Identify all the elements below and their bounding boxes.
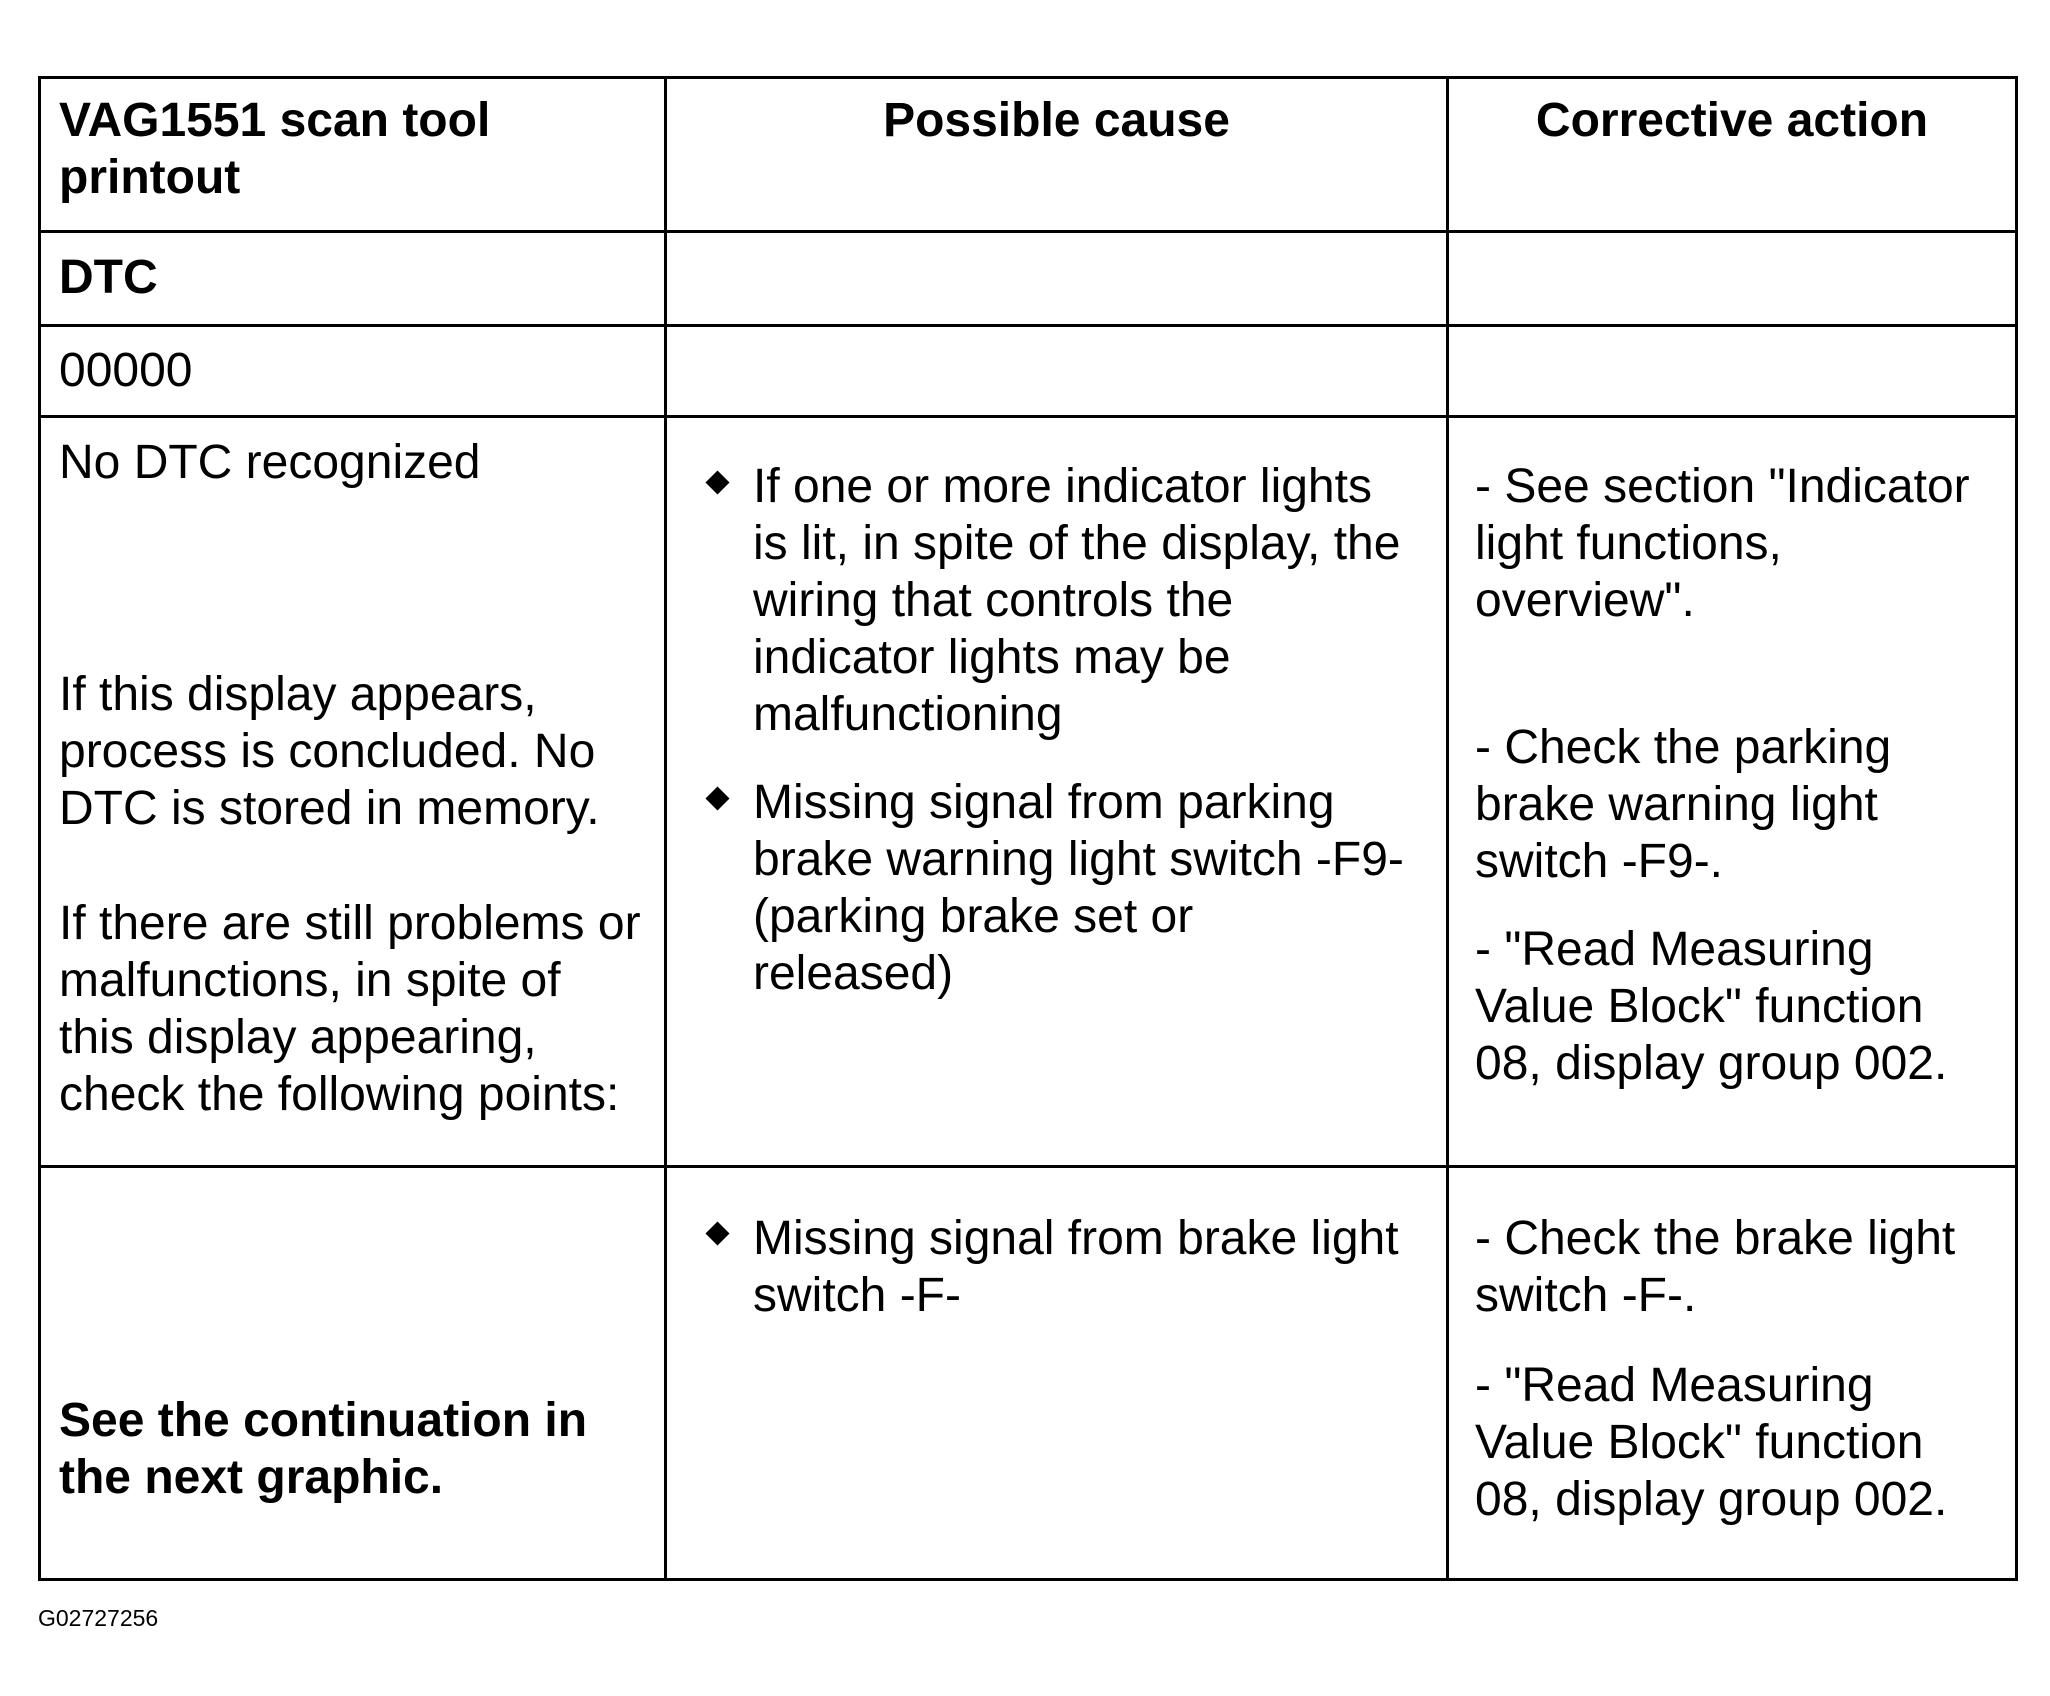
action-check-brake-light-switch: - Check the brake light switch -F-. [1475, 1212, 1956, 1322]
bullet-diamond-icon [705, 786, 729, 810]
cause-indicator-wiring: If one or more indicator lights is lit, in spite of the display, the wiring that controls the indicator lights may be malfunctioning [753, 460, 1401, 741]
header-corrective-action: Corrective action [1535, 94, 1929, 147]
row-divider [41, 230, 2015, 233]
printout-still-problems: If there are still problems or malfunctions, in spite of this display appearing, check the following points: [59, 897, 641, 1121]
header-scan-tool-printout: VAG1551 scan tool printout [59, 94, 491, 204]
dtc-label: DTC [59, 251, 158, 304]
row-divider [41, 415, 2015, 418]
action-read-measuring-value-block: - "Read Measuring Value Block" function 08, display group 002. [1475, 923, 1948, 1090]
bullet-diamond-icon [705, 470, 729, 494]
printout-process-concluded: If this display appears, process is concluded. No DTC is stored in memory. [59, 668, 600, 835]
column-divider [664, 79, 667, 1578]
cause-brake-light-signal: Missing signal from brake light switch -F- [753, 1212, 1399, 1322]
printout-no-dtc: No DTC recognized [59, 436, 481, 489]
header-possible-cause: Possible cause [883, 94, 1230, 147]
action-check-parking-brake-switch: - Check the parking brake warning light switch -F9-. [1475, 721, 1892, 888]
diagnostic-table [38, 76, 2018, 1581]
row-divider [41, 324, 2015, 327]
row-divider [41, 1165, 2015, 1168]
bullet-diamond-icon [705, 1221, 729, 1245]
printout-continuation-note: See the continuation in the next graphic. [59, 1394, 588, 1504]
action-see-indicator-section: - See section "Indicator light functions, overview". [1475, 460, 1970, 627]
column-divider [1446, 79, 1449, 1578]
action-read-measuring-value-block: - "Read Measuring Value Block" function 08, display group 002. [1475, 1359, 1948, 1526]
cause-parking-brake-signal: Missing signal from parking brake warning light switch -F9- (parking brake set or released) [753, 776, 1404, 1000]
figure-id: G02727256 [38, 1605, 159, 1631]
dtc-code: 00000 [59, 344, 193, 397]
